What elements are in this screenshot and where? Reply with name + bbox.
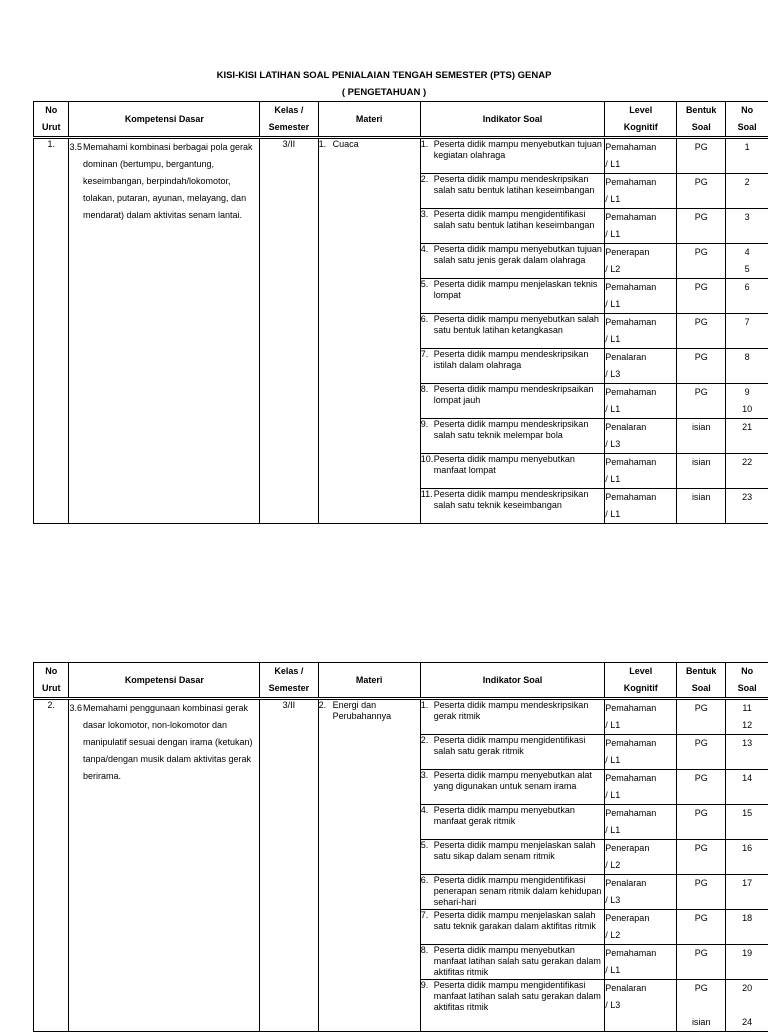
kompetensi-dasar: 3.5 Memahami kombinasi berbagai pola gerak dominan (bertumpu, bergantung, keseimbangan, berpindah/lokomotor, tolakan, putaran, ayunan, melayang, dan mendarat) dalam aktivitas senam lantai. xyxy=(69,138,260,524)
materi: 1. Cuaca xyxy=(318,138,420,524)
indikator-soal: 1. Peserta didik mampu mendeskripsikan gerak ritmik xyxy=(420,699,605,735)
bentuk-soal: PG xyxy=(677,244,726,279)
bentuk-soal: PG xyxy=(677,910,726,945)
col-indikator-soal: Indikator Soal xyxy=(420,663,605,699)
indikator-soal: 6. Peserta didik mampu mengidentifikasi penerapan senam ritmik dalam kehidupan sehari-hari xyxy=(420,875,605,910)
level-kognitif: Penerapan / L2 xyxy=(605,910,677,945)
bentuk-soal: PG xyxy=(677,384,726,419)
col-level-kognitif: Level Kognitif xyxy=(605,663,677,699)
nomor-soal: 9 10 xyxy=(726,384,768,419)
kelas-semester: 3/II xyxy=(260,699,318,1032)
table-row xyxy=(34,699,768,735)
nomor-soal: 7 xyxy=(726,314,768,349)
row-number: 1. xyxy=(34,138,69,524)
indikator-soal: 3. Peserta didik mampu menyebutkan alat yang digunakan untuk senam irama xyxy=(420,770,605,805)
col-no-soal: No Soal xyxy=(726,663,768,699)
nomor-soal: 19 xyxy=(726,945,768,980)
level-kognitif: Pemahaman / L1 xyxy=(605,735,677,770)
col-materi: Materi xyxy=(318,663,420,699)
indikator-soal: 4. Peserta didik mampu menyebutkan manfaat gerak ritmik xyxy=(420,805,605,840)
bentuk-soal: isian xyxy=(677,489,726,524)
nomor-soal: 23 xyxy=(726,489,768,524)
nomor-soal: 15 xyxy=(726,805,768,840)
col-no-urut: No Urut xyxy=(34,663,69,699)
level-kognitif: Penalaran / L3 xyxy=(605,875,677,910)
level-kognitif: Pemahaman / L1 xyxy=(605,699,677,735)
level-kognitif: Pemahaman / L1 xyxy=(605,138,677,174)
level-kognitif: Pemahaman / L1 xyxy=(605,384,677,419)
header-row xyxy=(34,102,768,138)
document-title: KISI-KISI LATIHAN SOAL PENIALAIAN TENGAH SEMESTER (PTS) GENAP xyxy=(0,70,768,81)
col-level-kognitif: Level Kognitif xyxy=(605,102,677,138)
nomor-soal: 1 xyxy=(726,138,768,174)
level-kognitif: Pemahaman / L1 xyxy=(605,279,677,314)
header-row xyxy=(34,663,768,699)
bentuk-soal: PG xyxy=(677,945,726,980)
indikator-soal: 2. Peserta didik mampu mendeskripsikan salah satu bentuk latihan keseimbangan xyxy=(420,174,605,209)
materi: 2. Energi dan Perubahannya xyxy=(318,699,420,1032)
nomor-soal: 4 5 xyxy=(726,244,768,279)
bentuk-soal: PG xyxy=(677,735,726,770)
indikator-soal: 4. Peserta didik mampu menyebutkan tujuan salah satu jenis gerak dalam olahraga xyxy=(420,244,605,279)
nomor-soal: 17 xyxy=(726,875,768,910)
level-kognitif: Penerapan / L2 xyxy=(605,244,677,279)
level-kognitif: Penerapan / L2 xyxy=(605,840,677,875)
indikator-soal: 10. Peserta didik mampu menyebutkan manfaat lompat xyxy=(420,454,605,489)
bentuk-soal: PG xyxy=(677,209,726,244)
col-indikator-soal: Indikator Soal xyxy=(420,102,605,138)
level-kognitif: Pemahaman / L1 xyxy=(605,945,677,980)
indikator-soal: 5. Peserta didik mampu menjelaskan teknis lompat xyxy=(420,279,605,314)
nomor-soal: 11 12 xyxy=(726,699,768,735)
nomor-soal: 6 xyxy=(726,279,768,314)
kisi-table-2 xyxy=(33,662,768,1032)
col-materi: Materi xyxy=(318,102,420,138)
level-kognitif: Pemahaman / L1 xyxy=(605,174,677,209)
level-kognitif: Pemahaman / L1 xyxy=(605,489,677,524)
bentuk-soal: PG xyxy=(677,840,726,875)
indikator-soal: 1. Peserta didik mampu menyebutkan tujuan kegiatan olahraga xyxy=(420,138,605,174)
col-no-soal: No Soal xyxy=(726,102,768,138)
kisi-table-1 xyxy=(33,101,768,524)
kelas-semester: 3/II xyxy=(260,138,318,524)
nomor-soal: 18 xyxy=(726,910,768,945)
nomor-soal: 21 xyxy=(726,419,768,454)
indikator-soal: 9. Peserta didik mampu mengidentifikasi manfaat latihan salah satu gerakan dalam aktifitas ritmik xyxy=(420,980,605,1032)
bentuk-soal: PG xyxy=(677,349,726,384)
indikator-soal: 2. Peserta didik mampu mengidentifikasi salah satu gerak ritmik xyxy=(420,735,605,770)
level-kognitif: Penalaran / L3 xyxy=(605,980,677,1032)
nomor-soal: 14 xyxy=(726,770,768,805)
col-no-urut: No Urut xyxy=(34,102,69,138)
nomor-soal: 2 xyxy=(726,174,768,209)
document-subtitle: ( PENGETAHUAN ) xyxy=(0,87,768,98)
row-number: 2. xyxy=(34,699,69,1032)
level-kognitif: Pemahaman / L1 xyxy=(605,805,677,840)
bentuk-soal: PG xyxy=(677,770,726,805)
col-bentuk-soal: Bentuk Soal xyxy=(677,663,726,699)
indikator-soal: 6. Peserta didik mampu menyebutkan salah satu bentuk latihan ketangkasan xyxy=(420,314,605,349)
nomor-soal: 20 24 xyxy=(726,980,768,1032)
bentuk-soal: PG xyxy=(677,805,726,840)
nomor-soal: 3 xyxy=(726,209,768,244)
bentuk-soal: PG xyxy=(677,279,726,314)
indikator-soal: 11. Peserta didik mampu mendeskripsikan salah satu teknik keseimbangan xyxy=(420,489,605,524)
level-kognitif: Pemahaman / L1 xyxy=(605,314,677,349)
nomor-soal: 13 xyxy=(726,735,768,770)
level-kognitif: Penalaran / L3 xyxy=(605,419,677,454)
bentuk-soal: PG xyxy=(677,138,726,174)
indikator-soal: 9. Peserta didik mampu mendeskripsikan salah satu teknik melempar bola xyxy=(420,419,605,454)
level-kognitif: Penalaran / L3 xyxy=(605,349,677,384)
col-bentuk-soal: Bentuk Soal xyxy=(677,102,726,138)
level-kognitif: Pemahaman / L1 xyxy=(605,209,677,244)
col-kelas-semester: Kelas / Semester xyxy=(260,663,318,699)
bentuk-soal: PG xyxy=(677,875,726,910)
table-row xyxy=(34,138,768,174)
indikator-soal: 8. Peserta didik mampu menyebutkan manfaat latihan salah satu gerakan dalam aktifitas ritmik xyxy=(420,945,605,980)
kompetensi-dasar: 3.6 Memahami penggunaan kombinasi gerak dasar lokomotor, non-lokomotor dan manipulatif sesuai dengan irama (ketukan) tanpa/dengan musik dalam aktivitas gerak berirama. xyxy=(69,699,260,1032)
nomor-soal: 22 xyxy=(726,454,768,489)
bentuk-soal: PG xyxy=(677,699,726,735)
bentuk-soal: PG isian xyxy=(677,980,726,1032)
bentuk-soal: PG xyxy=(677,174,726,209)
level-kognitif: Pemahaman / L1 xyxy=(605,770,677,805)
indikator-soal: 3. Peserta didik mampu mengidentifikasi salah satu bentuk latihan keseimbangan xyxy=(420,209,605,244)
col-kompetensi-dasar: Kompetensi Dasar xyxy=(69,663,260,699)
bentuk-soal: PG xyxy=(677,314,726,349)
bentuk-soal: isian xyxy=(677,454,726,489)
indikator-soal: 5. Peserta didik mampu menjelaskan salah satu sikap dalam senam ritmik xyxy=(420,840,605,875)
indikator-soal: 8. Peserta didik mampu mendeskripsaikan lompat jauh xyxy=(420,384,605,419)
bentuk-soal: isian xyxy=(677,419,726,454)
indikator-soal: 7. Peserta didik mampu mendeskripsikan istilah dalam olahraga xyxy=(420,349,605,384)
level-kognitif: Pemahaman / L1 xyxy=(605,454,677,489)
indikator-soal: 7. Peserta didik mampu menjelaskan salah satu teknik garakan dalam aktifitas ritmik xyxy=(420,910,605,945)
col-kompetensi-dasar: Kompetensi Dasar xyxy=(69,102,260,138)
col-kelas-semester: Kelas / Semester xyxy=(260,102,318,138)
nomor-soal: 16 xyxy=(726,840,768,875)
nomor-soal: 8 xyxy=(726,349,768,384)
